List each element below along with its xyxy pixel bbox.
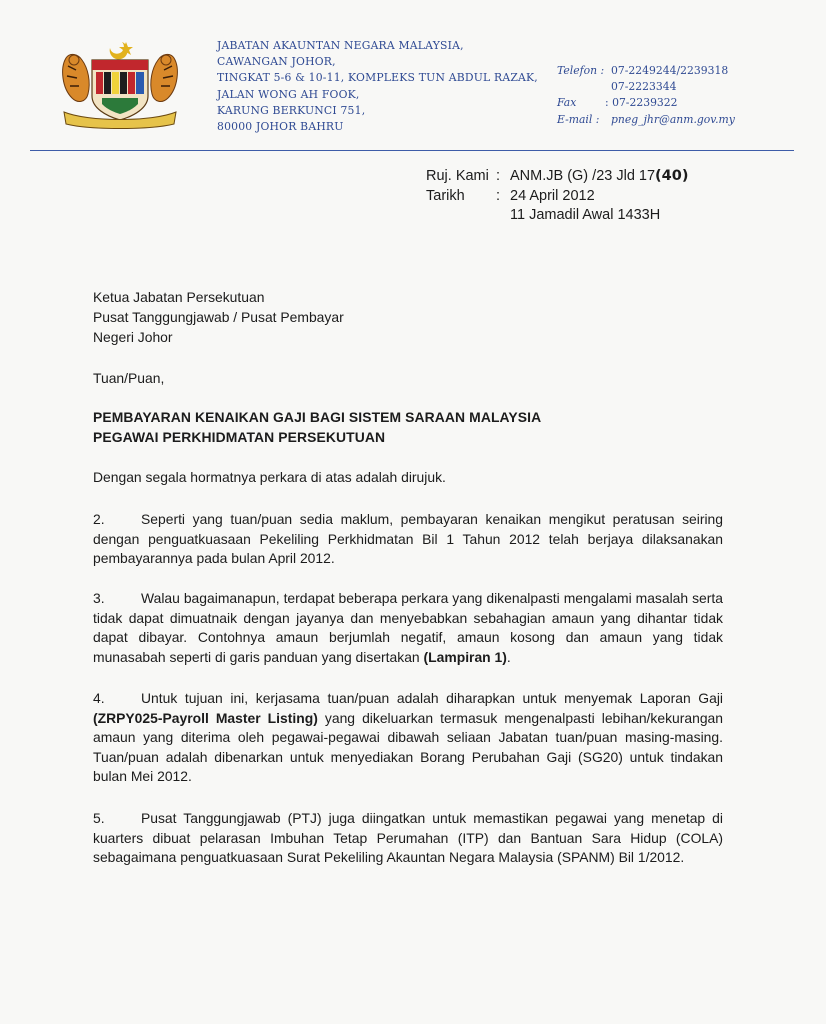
paragraph-3	[93, 589, 723, 667]
address-line: KARUNG BERKUNCI 751,	[217, 103, 366, 117]
malaysia-coat-of-arms-icon	[58, 38, 182, 130]
paragraph-text: yang dikeluarkan termasuk mengenalpasti lebihan/kekurangan amaun yang diterima oleh pegawai-pegawai dibawah seliaan Jabatan tuan/puan masing-masing. Tuan/puan adalah dibenarkan untuk menyediakan Borang Perubahan Gaji (SG20) untuk tindakan bulan Mei 2012.	[93, 709, 723, 784]
intro-sentence: Dengan segala hormatnya perkara di atas adalah dirujuk.	[93, 469, 446, 485]
paragraph-5	[93, 809, 723, 868]
ruj-handwritten-number: (40)	[655, 168, 689, 184]
reference-block: Ruj. Kami : ANM.JB (G) /23 Jld 17 (40) Tarikh : 24 April 2012 11 Jamadil Awal 1433H	[426, 167, 688, 226]
tarikh-value: 24 April 2012	[510, 187, 595, 204]
address-line: CAWANGAN JOHOR,	[217, 55, 336, 69]
telefon-value-2: 07-2223344	[611, 80, 677, 94]
paragraph-number: 4.	[93, 690, 105, 706]
email-value: pneg_jhr@anm.gov.my	[611, 112, 735, 126]
telefon-value-1: 07-2249244/2239318	[611, 64, 729, 77]
paragraph-number: 2.	[93, 511, 105, 527]
address-line: JALAN WONG AH FOOK,	[217, 87, 360, 101]
telefon-label: Telefon :	[557, 64, 605, 77]
paragraph-end: .	[506, 648, 511, 665]
recipient-line: Negeri Johor	[93, 328, 173, 345]
tarikh-label: Tarikh	[426, 187, 465, 204]
paragraph-text: Seperti yang tuan/puan sedia maklum, pembayaran kenaikan mengikut peratusan seiring dengan penguatkuasaan Pekeliling Perkhidmatan Bil 1 Tahun 2012 telah berjaya dilaksanakan pembayarannya pada bulan April 2012.	[93, 511, 723, 566]
email-label: E-mail :	[557, 112, 600, 126]
paragraph-4	[93, 689, 723, 787]
paragraph-text: Pusat Tanggungjawab (PTJ) juga diingatkan untuk memastikan pegawai yang menetap di kuarters dibuat pelarasan Imbuhan Tetap Perumahan (ITP) dan Bantuan Sara Hidup (COLA) sebagaimana penguatkuasaan Surat Pekeliling Akauntan Negara Malaysia (SPANM) Bil 1/2012.	[93, 810, 723, 865]
report-name: (ZRPY025-Payroll Master Listing)	[93, 709, 318, 726]
paragraph-text: Walau bagaimanapun, terdapat beberapa perkara yang dikenalpasti mengalami masalah serta tidak dapat dimuatnaik dengan jayanya dan menyebabkan sebahagian amaun yang dihantar tidak dapat dibayar. Contohnya amaun berjumlah negatif, amaun kosong dan amaun yang tidak munasabah seperti di garis panduan yang disertakan	[93, 590, 723, 665]
letterhead-contact	[557, 63, 735, 128]
paragraph-number: 3.	[93, 590, 105, 606]
fax-label: Fax	[557, 96, 577, 110]
address-line: TINGKAT 5-6 & 10-11, KOMPLEKS TUN ABDUL RAZAK,	[217, 71, 538, 85]
paragraph-text: Untuk tujuan ini, kerjasama tuan/puan adalah diharapkan untuk menyemak Laporan Gaji	[141, 690, 723, 706]
subject-heading	[93, 408, 723, 447]
ruj-value: ANM.JB (G) /23 Jld 17	[510, 168, 656, 184]
salutation: Tuan/Puan,	[93, 370, 165, 386]
address-line: 80000 JOHOR BAHRU	[217, 120, 344, 134]
letterhead-divider	[30, 150, 794, 151]
paragraph-2	[93, 510, 723, 569]
ruj-label: Ruj. Kami	[426, 168, 489, 184]
recipient-block	[93, 288, 723, 347]
letterhead-address	[217, 38, 538, 135]
recipient-line: Pusat Tanggungjawab / Pusat Pembayar	[93, 308, 344, 325]
lampiran-reference: (Lampiran 1)	[423, 648, 507, 665]
hijri-date: 11 Jamadil Awal 1433H	[510, 207, 661, 223]
subject-line: PEGAWAI PERKHIDMATAN PERSEKUTUAN	[93, 428, 386, 445]
paragraph-number: 5.	[93, 810, 105, 826]
recipient-line: Ketua Jabatan Persekutuan	[93, 289, 265, 305]
address-line: JABATAN AKAUNTAN NEGARA MALAYSIA,	[217, 39, 464, 52]
subject-line: PEMBAYARAN KENAIKAN GAJI BAGI SISTEM SARAAN MALAYSIA	[93, 409, 542, 425]
fax-value: : 07-2239322	[605, 96, 678, 110]
